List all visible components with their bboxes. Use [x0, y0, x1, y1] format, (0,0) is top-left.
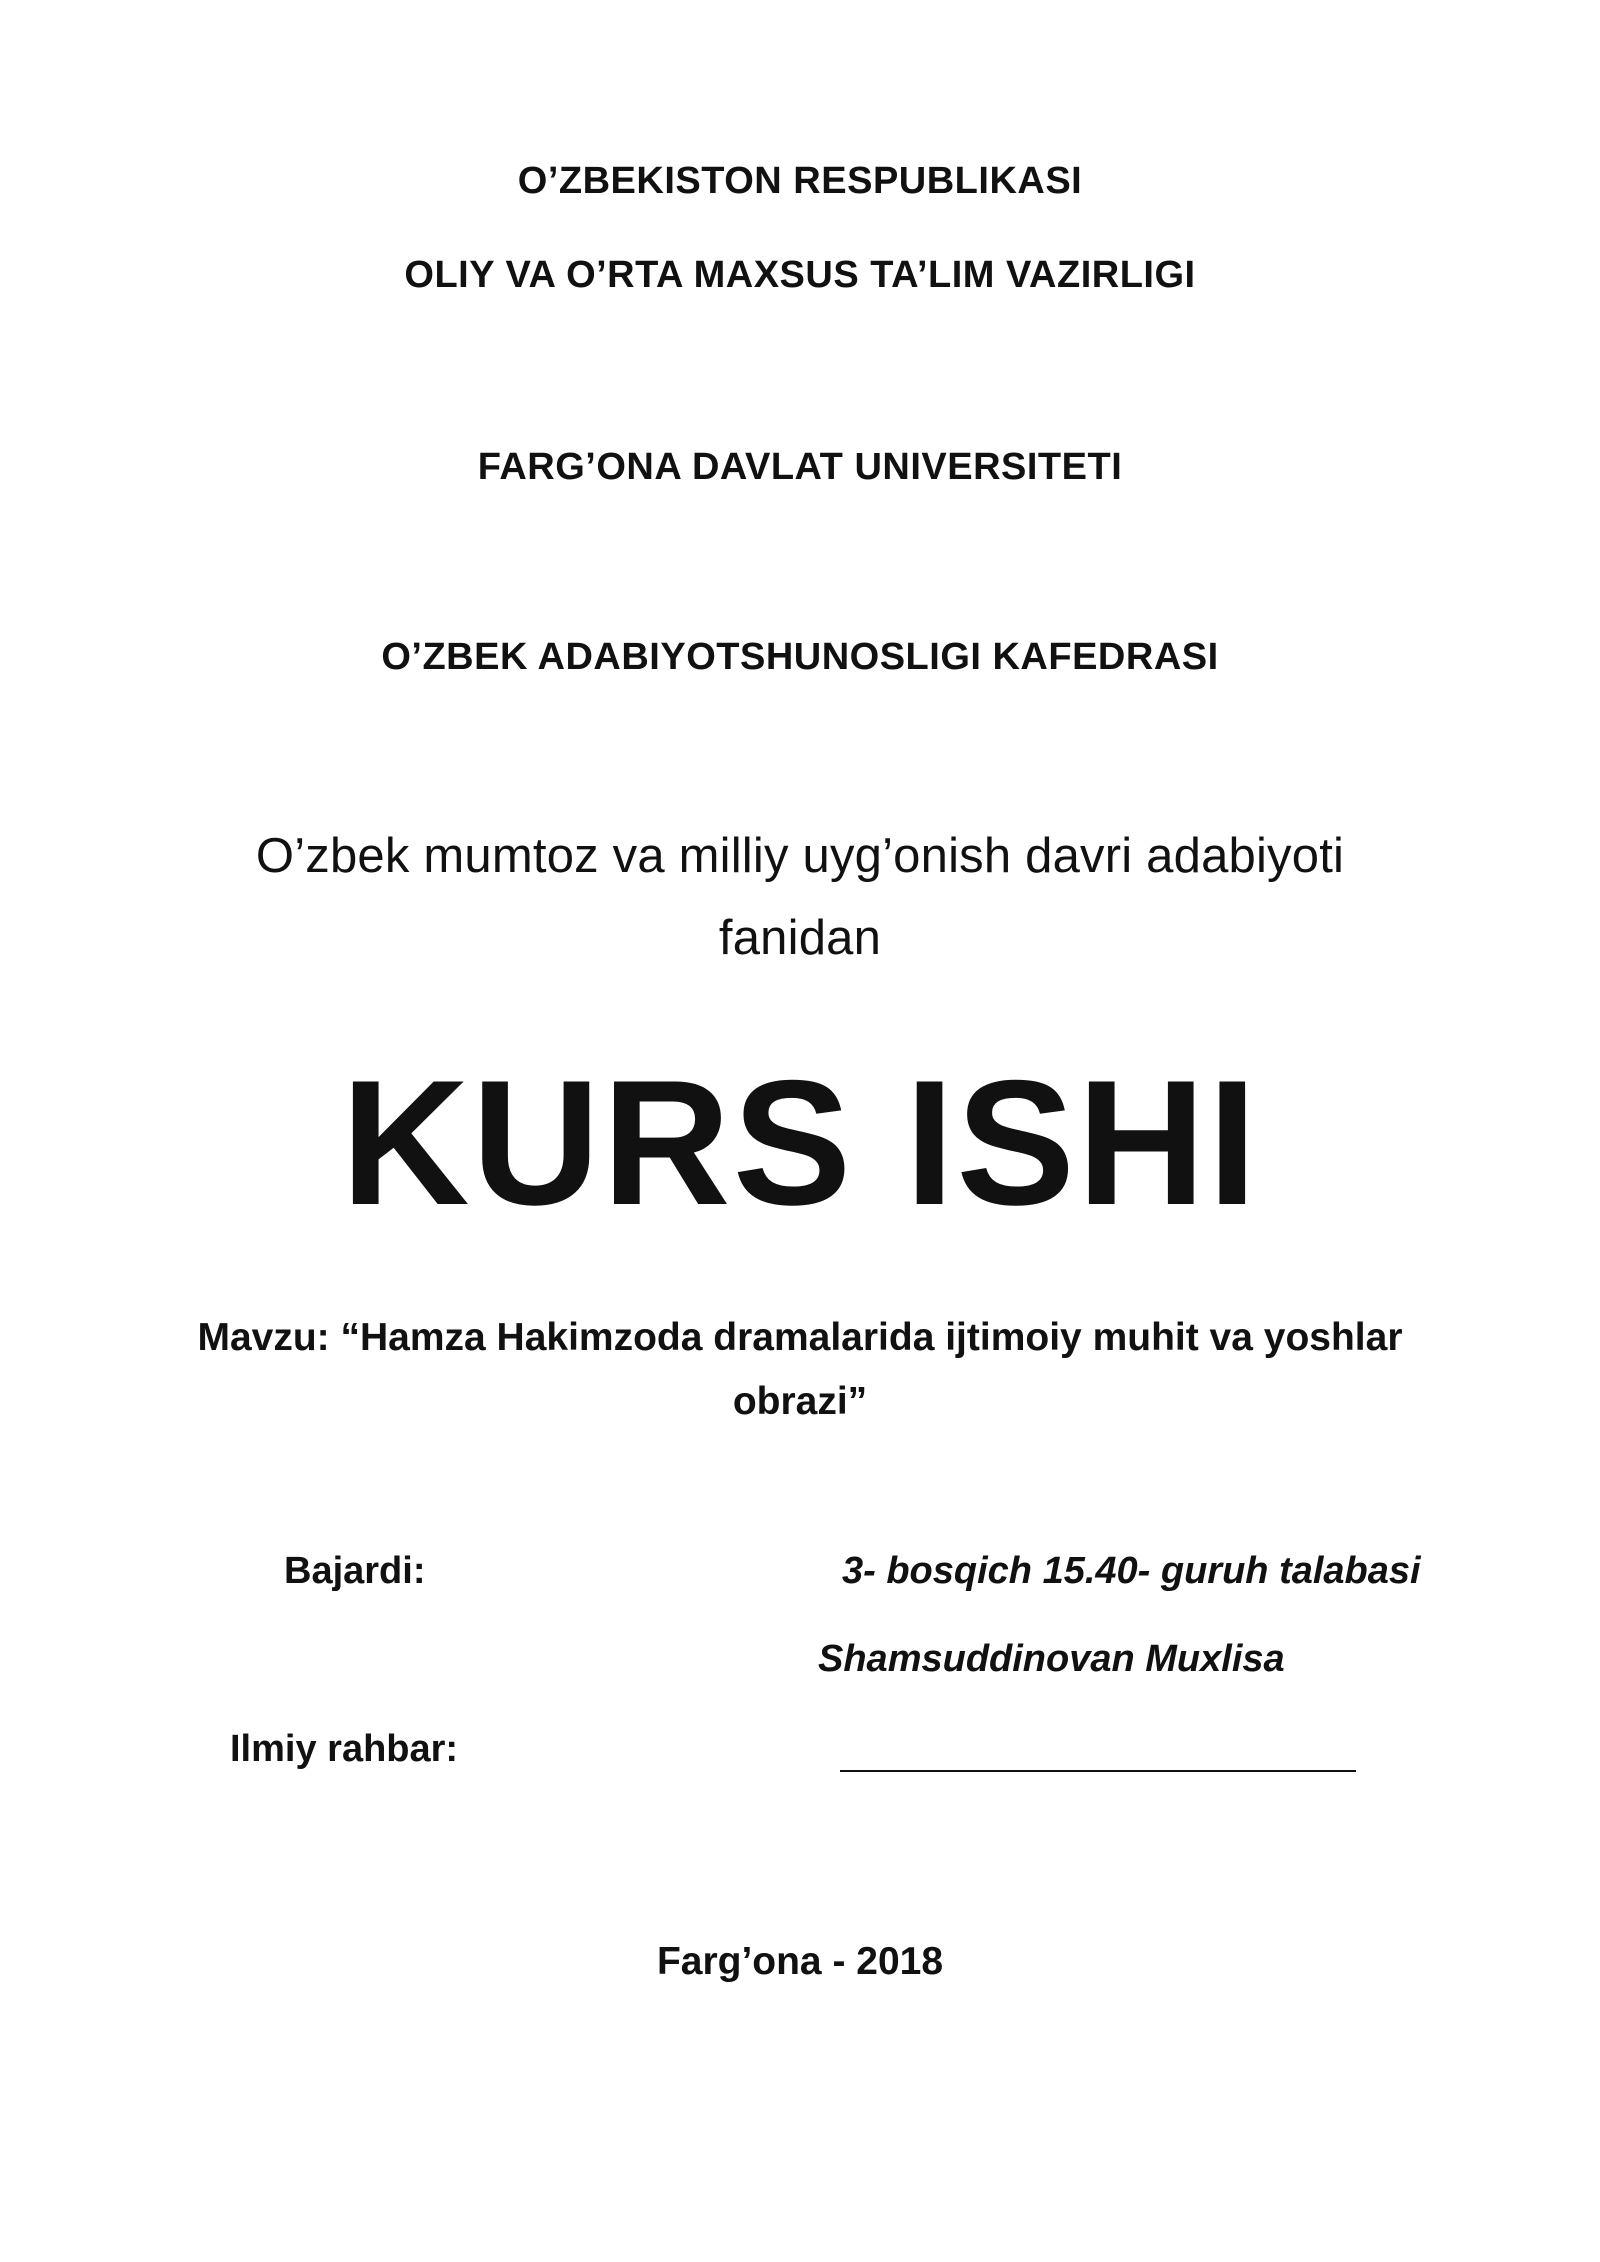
- subject-line-2: fanidan: [718, 911, 882, 965]
- supervisor-signature-line: [840, 1770, 1356, 1772]
- topic-line-2: obrazi”: [732, 1380, 868, 1423]
- footer-place-year: Farg’ona - 2018: [656, 1940, 944, 1983]
- ministry-heading: OLIY VA O’RTA MAXSUS TA’LIM VAZIRLIGI: [404, 254, 1196, 296]
- performer-name: Shamsuddinovan Muxlisa: [818, 1638, 1285, 1680]
- department-heading: O’ZBEK ADABIYOTSHUNOSLIGI KAFEDRASI: [381, 636, 1219, 678]
- university-heading: FARG’ONA DAVLAT UNIVERSITETI: [477, 446, 1123, 488]
- performer-label: Bajardi:: [284, 1550, 426, 1592]
- document-title: KURS ISHI: [341, 1043, 1259, 1242]
- country-heading: O’ZBEKISTON RESPUBLIKASI: [517, 160, 1083, 202]
- supervisor-label: Ilmiy rahbar:: [230, 1728, 459, 1770]
- performer-group: 3- bosqich 15.40- guruh talabasi: [842, 1550, 1421, 1592]
- subject-line-1: O’zbek mumtoz va milliy uyg’onish davri adabiyoti: [255, 829, 1345, 883]
- topic-line-1: Mavzu: “Hamza Hakimzoda dramalarida ijtimoiy muhit va yoshlar: [197, 1316, 1403, 1359]
